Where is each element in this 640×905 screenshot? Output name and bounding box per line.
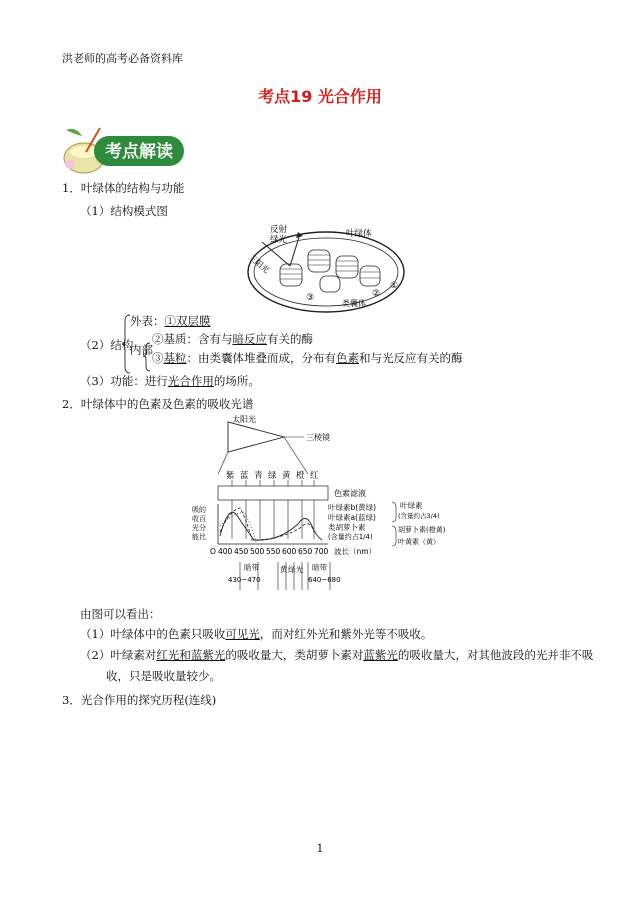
- s3-heading: 3．光合作用的探究历程(连线): [62, 693, 217, 707]
- svg-text:蓝: 蓝: [240, 471, 249, 481]
- inner-line2: ③基粒：由类囊体堆叠而成，分布有色素和与光反应有关的酶: [152, 351, 463, 365]
- svg-text:400: 400: [218, 547, 233, 556]
- conclusion-2: （2）叶绿素对红光和蓝紫光的吸收量大，类胡萝卜素对蓝紫光的吸收量大，对其他波段的光并非不吸: [80, 648, 594, 662]
- svg-text:(含量约占3/4): (含量约占3/4): [398, 512, 440, 520]
- svg-text:(含量约占1/4): (含量约占1/4): [328, 533, 373, 541]
- structure-label: （2）结构: [80, 338, 134, 352]
- svg-text:类囊体: 类囊体: [342, 299, 366, 308]
- svg-text:700: 700: [314, 547, 329, 556]
- coconut-icon: [56, 124, 186, 176]
- svg-text:黄: 黄: [282, 471, 291, 481]
- s2-heading: 2．叶绿体中的色素及色素的吸收光谱: [62, 397, 254, 411]
- svg-text:波长（nm）: 波长（nm）: [334, 547, 377, 556]
- svg-text:②: ②: [372, 289, 381, 299]
- conclusion-1: （1）叶绿体中的色素只吸收可见光，而对红外光和紫外光等不吸收。: [80, 627, 433, 641]
- svg-text:色素滤液: 色素滤液: [334, 489, 366, 498]
- svg-text:600: 600: [282, 547, 297, 556]
- conclusion-2-cont: 收，只是吸收量较少。: [106, 669, 221, 683]
- svg-text:叶绿体: 叶绿体: [346, 229, 372, 239]
- svg-text:叶绿素: 叶绿素: [400, 501, 423, 510]
- svg-text:光分: 光分: [192, 524, 206, 532]
- svg-text:类胡萝卜素: 类胡萝卜素: [328, 523, 366, 532]
- svg-text:吸的: 吸的: [192, 506, 206, 514]
- svg-text:O: O: [210, 547, 216, 556]
- s1-sub1: （1）结构模式图: [80, 204, 168, 218]
- svg-text:红: 红: [310, 471, 319, 481]
- svg-text:绿: 绿: [268, 471, 277, 481]
- svg-text:橙: 橙: [296, 471, 305, 481]
- svg-text:叶绿素a(蓝绿): 叶绿素a(蓝绿): [328, 513, 376, 522]
- svg-text:③: ③: [306, 293, 315, 303]
- function-line: （3）功能：进行光合作用的场所。: [80, 374, 260, 388]
- absorption-spectrum-figure: [188, 414, 458, 610]
- svg-text:550: 550: [266, 547, 281, 556]
- svg-text:青: 青: [254, 471, 263, 481]
- s1-heading: 1．叶绿体的结构与功能: [62, 181, 185, 195]
- svg-text:黄: 黄: [280, 565, 288, 574]
- header-text: 洪老师的高考必备资料库: [62, 52, 183, 65]
- svg-text:太阳光: 太阳光: [232, 415, 256, 424]
- svg-text:①: ①: [390, 281, 399, 291]
- svg-text:收百: 收百: [192, 515, 206, 523]
- chloroplast-figure: [240, 220, 410, 316]
- svg-text:500: 500: [250, 547, 265, 556]
- svg-text:430~470: 430~470: [228, 576, 261, 584]
- inner-line1: ②基质：含有与暗反应有关的酶: [152, 332, 313, 346]
- svg-text:绿光: 绿光: [270, 235, 288, 245]
- svg-text:叶黄素（黄）: 叶黄素（黄）: [398, 538, 440, 546]
- svg-text:暗带: 暗带: [312, 563, 327, 572]
- svg-text:三阳光: 三阳光: [246, 252, 271, 275]
- svg-text:光: 光: [296, 565, 304, 574]
- section-badge: [56, 124, 186, 176]
- svg-text:暗带: 暗带: [244, 563, 259, 572]
- svg-text:450: 450: [234, 547, 249, 556]
- svg-text:反射: 反射: [270, 225, 288, 235]
- svg-text:绿: 绿: [288, 565, 296, 574]
- svg-text:叶绿素b(黄绿): 叶绿素b(黄绿): [328, 503, 377, 512]
- page-title: 考点19 光合作用: [258, 87, 382, 106]
- svg-text:能比: 能比: [192, 533, 206, 541]
- badge-label: 考点解读: [105, 142, 173, 162]
- inner-label: 内部: [130, 343, 153, 357]
- svg-text:三棱镜: 三棱镜: [306, 433, 330, 442]
- svg-text:640~680: 640~680: [308, 576, 341, 584]
- page-number: 1: [316, 842, 324, 855]
- svg-text:胡萝卜素(橙黄): 胡萝卜素(橙黄): [398, 526, 446, 534]
- conclusion-intro: 由图可以看出：: [80, 607, 161, 621]
- svg-text:紫: 紫: [226, 471, 235, 481]
- outer-line: 外表：①双层膜: [130, 314, 211, 328]
- svg-text:650: 650: [298, 547, 313, 556]
